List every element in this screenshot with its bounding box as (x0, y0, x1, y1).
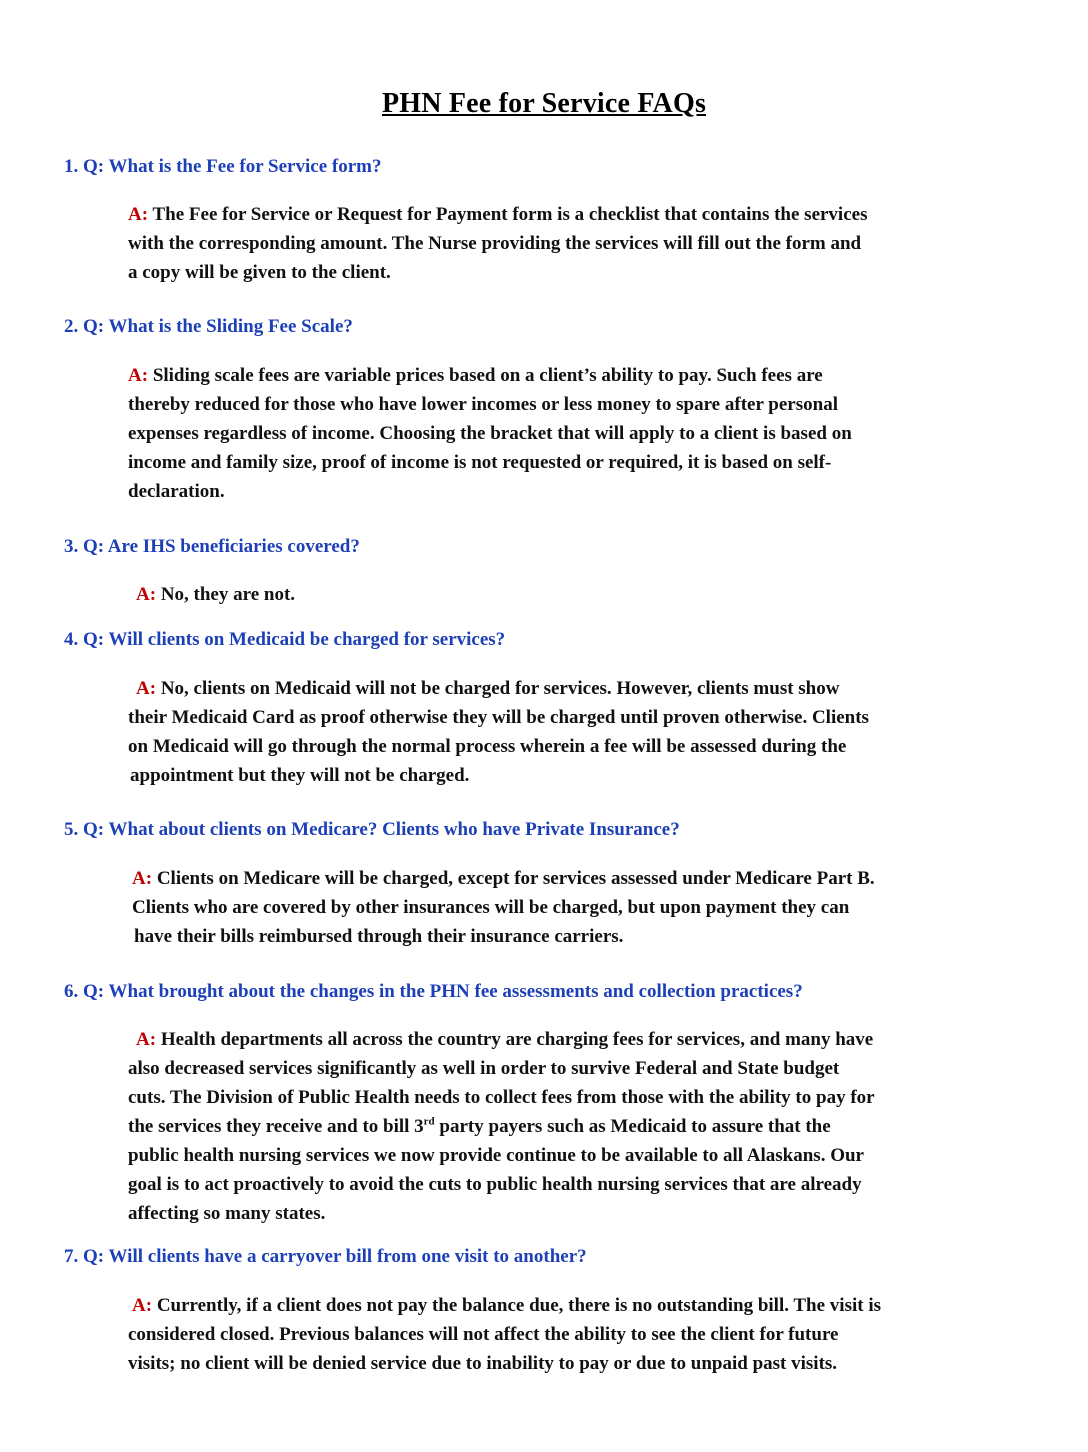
answer-line (128, 361, 852, 390)
answer-line (128, 674, 869, 703)
answer-text: Clients on Medicare will be charged, except for services assessed under Medicare Part B. (156, 868, 875, 889)
answer-marker: A: (132, 1295, 153, 1316)
answer-line: declaration. (128, 481, 225, 502)
faq-answer (128, 1291, 881, 1378)
faq-question: 4. Q: Will clients on Medicaid be charged for services? (64, 629, 506, 650)
faq-question: 6. Q: What brought about the changes in the PHN fee assessments and collection practices? (64, 981, 803, 1002)
faq-question: 1. Q: What is the Fee for Service form? (64, 156, 382, 177)
answer-line: visits; no client will be denied service due to inability to pay or due to unpaid past visits. (128, 1353, 838, 1374)
answer-line: income and family size, proof of income is not requested or required, it is based on self- (128, 452, 832, 473)
answer-line (128, 1291, 881, 1320)
answer-line: their Medicaid Card as proof otherwise they will be charged until proven otherwise. Clients (128, 707, 869, 728)
answer-line: expenses regardless of income. Choosing the bracket that will apply to a client is based on (128, 423, 852, 444)
answer-line: public health nursing services we now provide continue to be available to all Alaskans. Our (128, 1145, 864, 1166)
ordinal-suffix: rd (423, 1115, 435, 1128)
answer-marker: A: (128, 365, 149, 386)
answer-line: on Medicaid will go through the normal process wherein a fee will be assessed during the (128, 736, 847, 757)
answer-line: goal is to act proactively to avoid the cuts to public health nursing services that are already (128, 1174, 862, 1195)
faq-answer (128, 361, 852, 506)
faq-question: 2. Q: What is the Sliding Fee Scale? (64, 316, 353, 337)
faq-question: 5. Q: What about clients on Medicare? Clients who have Private Insurance? (64, 819, 680, 840)
answer-marker: A: (132, 868, 153, 889)
answer-marker: A: (136, 584, 157, 605)
answer-text: No, they are not. (160, 584, 296, 605)
faq-answer (128, 1025, 875, 1228)
answer-text: party payers such as Medicaid to assure that the (434, 1116, 831, 1137)
answer-marker: A: (128, 204, 149, 225)
faq-question: 3. Q: Are IHS beneficiaries covered? (64, 536, 360, 557)
faq-question: 7. Q: Will clients have a carryover bill from one visit to another? (64, 1246, 587, 1267)
faq-answer (136, 580, 295, 609)
answer-line: Clients who are covered by other insurances will be charged, but upon payment they can (132, 897, 850, 918)
answer-line (132, 864, 875, 893)
answer-marker: A: (136, 1029, 157, 1050)
answer-line (128, 1112, 875, 1141)
answer-text: Sliding scale fees are variable prices based on a client’s ability to pay. Such fees are (152, 365, 823, 386)
answer-text: No, clients on Medicaid will not be charged for services. However, clients must show (160, 678, 840, 699)
answer-line: appointment but they will not be charged. (130, 765, 470, 786)
faq-answer (132, 864, 875, 951)
answer-line: affecting so many states. (128, 1203, 326, 1224)
faq-answer (128, 674, 869, 790)
answer-line (128, 1025, 875, 1054)
answer-line: a copy will be given to the client. (128, 262, 391, 283)
answer-line (128, 200, 867, 229)
answer-text: The Fee for Service or Request for Payment form is a checklist that contains the services (152, 204, 868, 225)
answer-line: have their bills reimbursed through their insurance carriers. (134, 926, 624, 947)
answer-line (136, 580, 295, 609)
answer-line: cuts. The Division of Public Health needs to collect fees from those with the ability to pay for (128, 1087, 875, 1108)
answer-text: Health departments all across the country are charging fees for services, and many have (160, 1029, 874, 1050)
answer-text: Currently, if a client does not pay the balance due, there is no outstanding bill. The visit is (156, 1295, 882, 1316)
faq-answer (128, 200, 867, 287)
answer-line: thereby reduced for those who have lower incomes or less money to spare after personal (128, 394, 838, 415)
answer-text: the services they receive and to bill 3 (128, 1116, 424, 1137)
answer-line: considered closed. Previous balances will not affect the ability to see the client for future (128, 1324, 839, 1345)
page-title: PHN Fee for Service FAQs (381, 88, 707, 119)
answer-marker: A: (136, 678, 157, 699)
answer-line: with the corresponding amount. The Nurse providing the services will fill out the form and (128, 233, 862, 254)
answer-line: also decreased services significantly as well in order to survive Federal and State budget (128, 1058, 840, 1079)
